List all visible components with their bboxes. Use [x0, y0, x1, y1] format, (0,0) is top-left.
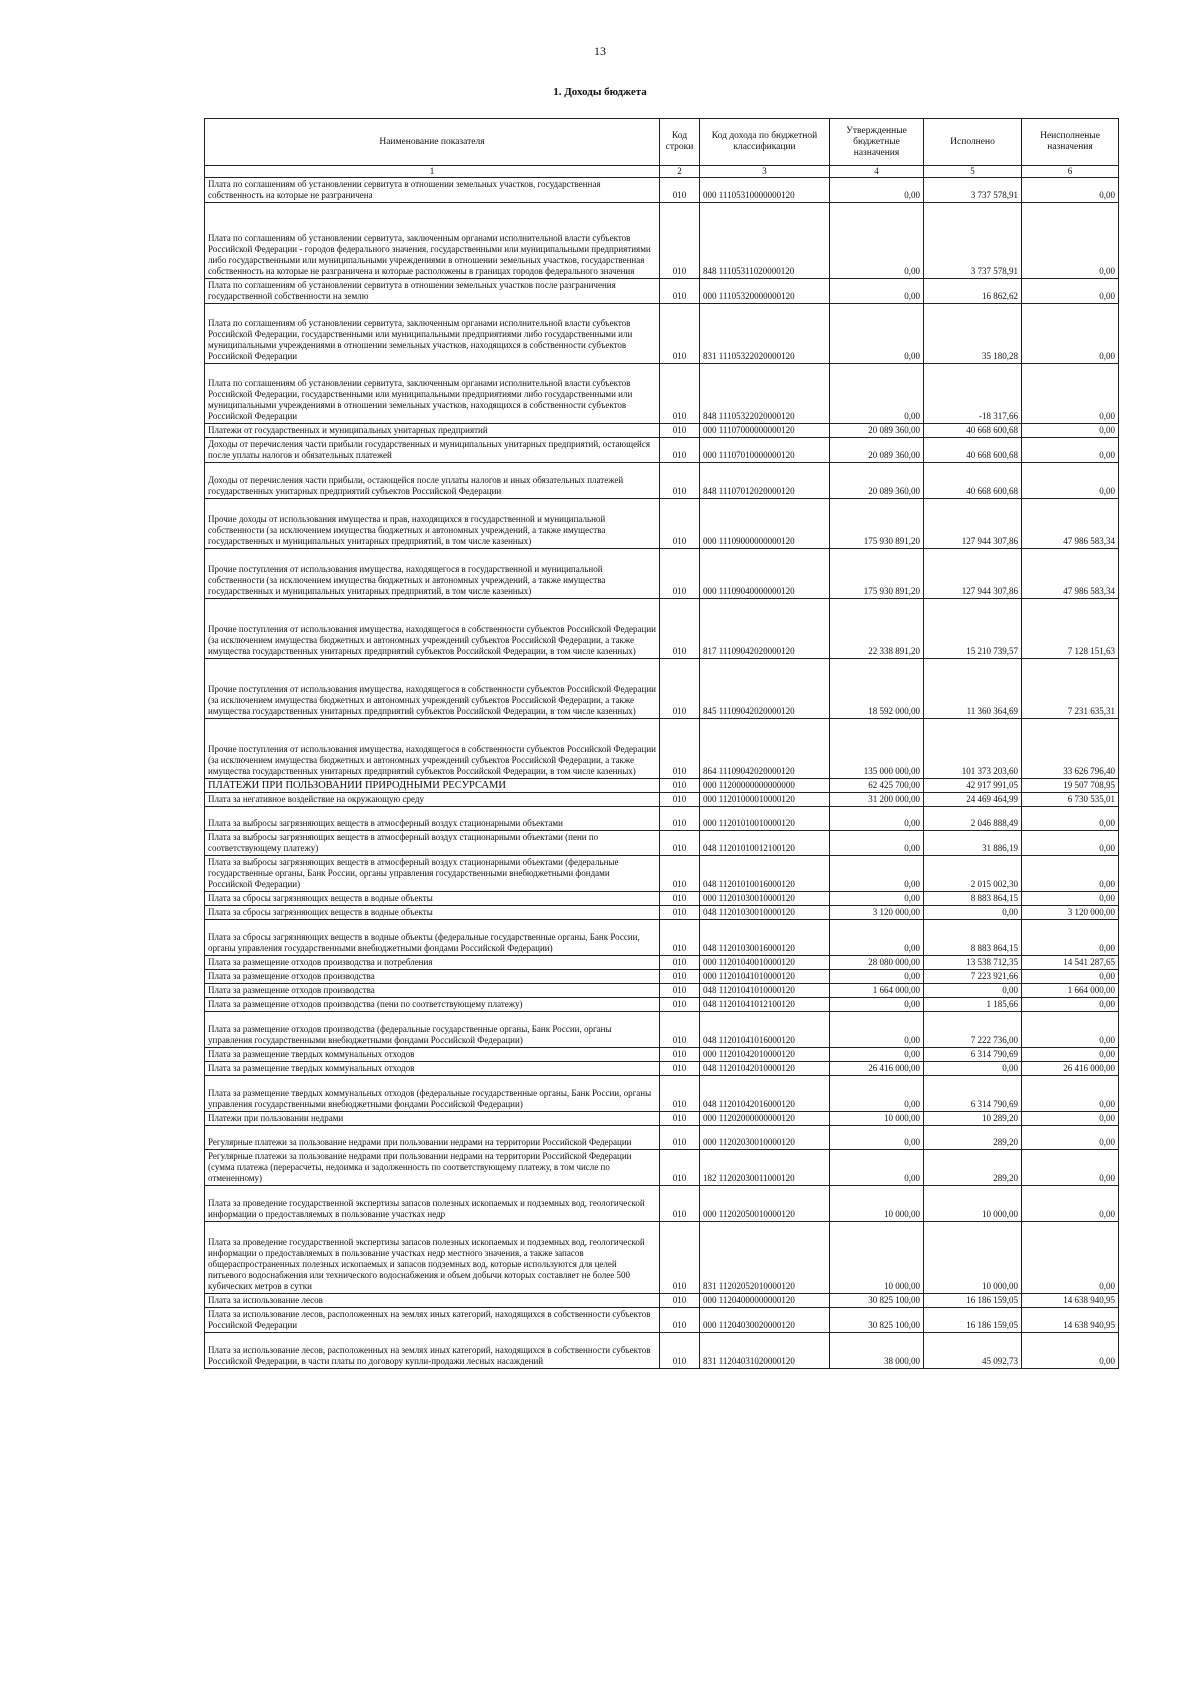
row-executed: 289,20 — [924, 1150, 1022, 1186]
row-unexecuted: 47 986 583,34 — [1022, 549, 1119, 599]
row-unexecuted: 33 626 796,40 — [1022, 719, 1119, 779]
row-approved: 62 425 700,00 — [830, 779, 924, 793]
column-number: 4 — [830, 166, 924, 178]
row-unexecuted: 0,00 — [1022, 203, 1119, 279]
row-approved: 175 930 891,20 — [830, 499, 924, 549]
table-row — [205, 719, 1119, 779]
row-code: 010 — [660, 599, 700, 659]
row-code: 010 — [660, 831, 700, 856]
table-row — [205, 1076, 1119, 1112]
row-kbk: 000 11201030010000120 — [700, 892, 830, 906]
table-row — [205, 203, 1119, 279]
row-executed: -18 317,66 — [924, 364, 1022, 424]
row-approved: 175 930 891,20 — [830, 549, 924, 599]
row-name: Плата по соглашениям об установлении сервитута в отношении земельных участков, государственная собственность на которые не разграничена — [205, 178, 660, 203]
row-approved: 0,00 — [830, 892, 924, 906]
row-code: 010 — [660, 279, 700, 304]
column-number: 3 — [700, 166, 830, 178]
row-code: 010 — [660, 1222, 700, 1294]
row-code: 010 — [660, 793, 700, 807]
row-approved: 10 000,00 — [830, 1186, 924, 1222]
row-kbk: 848 11105311020000120 — [700, 203, 830, 279]
table-row — [205, 779, 1119, 793]
row-unexecuted: 0,00 — [1022, 463, 1119, 499]
row-code: 010 — [660, 984, 700, 998]
row-approved: 0,00 — [830, 1076, 924, 1112]
table-row — [205, 279, 1119, 304]
row-code: 010 — [660, 178, 700, 203]
row-approved: 0,00 — [830, 1126, 924, 1150]
row-code: 010 — [660, 807, 700, 831]
row-unexecuted: 14 638 940,95 — [1022, 1308, 1119, 1333]
table-row — [205, 499, 1119, 549]
column-number: 2 — [660, 166, 700, 178]
column-header-code: Код строки — [660, 119, 700, 166]
row-code: 010 — [660, 304, 700, 364]
row-executed: 10 000,00 — [924, 1186, 1022, 1222]
column-header-kbk: Код дохода по бюджетной классификации — [700, 119, 830, 166]
table-row — [205, 364, 1119, 424]
row-approved: 1 664 000,00 — [830, 984, 924, 998]
row-unexecuted: 7 231 635,31 — [1022, 659, 1119, 719]
row-kbk: 048 11201042016000120 — [700, 1076, 830, 1112]
row-unexecuted: 0,00 — [1022, 892, 1119, 906]
row-executed: 0,00 — [924, 984, 1022, 998]
row-code: 010 — [660, 424, 700, 438]
row-unexecuted: 6 730 535,01 — [1022, 793, 1119, 807]
row-unexecuted: 0,00 — [1022, 304, 1119, 364]
row-kbk: 048 11201041010000120 — [700, 984, 830, 998]
row-name: Прочие поступления от использования имущества, находящегося в собственности субъектов Российской Федерации (за исключением имущества бюджетных и автономных учреждений субъектов Российской Федерации, а также имущества государственных унитарных предприятий субъектов Российской Федерации, в том числе казенных) — [205, 599, 660, 659]
row-code: 010 — [660, 779, 700, 793]
row-approved: 20 089 360,00 — [830, 438, 924, 463]
row-executed: 0,00 — [924, 1062, 1022, 1076]
row-code: 010 — [660, 1333, 700, 1369]
row-kbk: 000 11202050010000120 — [700, 1186, 830, 1222]
row-unexecuted: 0,00 — [1022, 998, 1119, 1012]
row-unexecuted: 14 541 287,65 — [1022, 956, 1119, 970]
row-unexecuted: 0,00 — [1022, 1333, 1119, 1369]
row-code: 010 — [660, 549, 700, 599]
row-approved: 20 089 360,00 — [830, 463, 924, 499]
column-number: 1 — [205, 166, 660, 178]
row-kbk: 182 11202030011000120 — [700, 1150, 830, 1186]
row-name: Плата за размещение отходов производства (пени по соответствующему платежу) — [205, 998, 660, 1012]
row-executed: 15 210 739,57 — [924, 599, 1022, 659]
row-approved: 0,00 — [830, 203, 924, 279]
row-executed: 289,20 — [924, 1126, 1022, 1150]
row-code: 010 — [660, 1076, 700, 1112]
row-unexecuted: 0,00 — [1022, 856, 1119, 892]
row-name: Платежи при пользовании недрами — [205, 1112, 660, 1126]
column-header-executed: Исполнено — [924, 119, 1022, 166]
row-executed: 45 092,73 — [924, 1333, 1022, 1369]
row-kbk: 831 11202052010000120 — [700, 1222, 830, 1294]
column-number: 5 — [924, 166, 1022, 178]
row-approved: 0,00 — [830, 970, 924, 984]
row-unexecuted: 0,00 — [1022, 1150, 1119, 1186]
row-unexecuted: 0,00 — [1022, 831, 1119, 856]
row-unexecuted: 0,00 — [1022, 970, 1119, 984]
row-approved: 3 120 000,00 — [830, 906, 924, 920]
table-row — [205, 831, 1119, 856]
row-approved: 26 416 000,00 — [830, 1062, 924, 1076]
row-approved: 0,00 — [830, 920, 924, 956]
row-code: 010 — [660, 856, 700, 892]
row-executed: 0,00 — [924, 906, 1022, 920]
table-row — [205, 1186, 1119, 1222]
row-name: Прочие доходы от использования имущества и прав, находящихся в государственной и муниципальной собственности (за исключением имущества бюджетных и автономных учреждений, а также имущества государственных и муниципальных унитарных предприятий, в том числе казенных) — [205, 499, 660, 549]
row-executed: 127 944 307,86 — [924, 549, 1022, 599]
table-row — [205, 956, 1119, 970]
row-name: Плата за проведение государственной экспертизы запасов полезных ископаемых и подземных вод, геологической информации о предоставляемых в пользование участках недр — [205, 1186, 660, 1222]
row-executed: 10 000,00 — [924, 1222, 1022, 1294]
row-name: Плата за выбросы загрязняющих веществ в атмосферный воздух стационарными объектами — [205, 807, 660, 831]
row-unexecuted: 19 507 708,95 — [1022, 779, 1119, 793]
row-code: 010 — [660, 1126, 700, 1150]
row-approved: 135 000 000,00 — [830, 719, 924, 779]
row-kbk: 848 11107012020000120 — [700, 463, 830, 499]
table-row — [205, 304, 1119, 364]
row-name: Платежи от государственных и муниципальных унитарных предприятий — [205, 424, 660, 438]
row-name: Плата за проведение государственной экспертизы запасов полезных ископаемых и подземных вод, геологической информации о предоставляемых в пользование участках недр местного значения, а также запасов общераспространенных полезных ископаемых и запасов подземных вод, которые используются для целей питьевого водоснабжения или технического водоснабжения и объем добычи которых составляет не более 500 кубических метров в сутки — [205, 1222, 660, 1294]
row-kbk: 831 11105322020000120 — [700, 304, 830, 364]
table-row — [205, 920, 1119, 956]
row-unexecuted: 0,00 — [1022, 438, 1119, 463]
row-executed: 31 886,19 — [924, 831, 1022, 856]
row-name: Плата за выбросы загрязняющих веществ в атмосферный воздух стационарными объектами (пени по соответствующему платежу) — [205, 831, 660, 856]
row-executed: 42 917 991,05 — [924, 779, 1022, 793]
row-kbk: 817 11109042020000120 — [700, 599, 830, 659]
row-unexecuted: 0,00 — [1022, 279, 1119, 304]
row-executed: 2 015 002,30 — [924, 856, 1022, 892]
table-row — [205, 1222, 1119, 1294]
table-row — [205, 599, 1119, 659]
row-approved: 38 000,00 — [830, 1333, 924, 1369]
column-number-row — [205, 166, 1119, 178]
row-unexecuted: 0,00 — [1022, 1112, 1119, 1126]
row-kbk: 845 11109042020000120 — [700, 659, 830, 719]
table-row — [205, 1062, 1119, 1076]
row-code: 010 — [660, 1012, 700, 1048]
row-kbk: 000 11201010010000120 — [700, 807, 830, 831]
row-unexecuted: 47 986 583,34 — [1022, 499, 1119, 549]
row-code: 010 — [660, 1308, 700, 1333]
table-row — [205, 178, 1119, 203]
row-name: Плата за размещение отходов производства и потребления — [205, 956, 660, 970]
row-code: 010 — [660, 1186, 700, 1222]
header-row — [205, 119, 1119, 166]
row-kbk: 000 11200000000000000 — [700, 779, 830, 793]
row-code: 010 — [660, 906, 700, 920]
row-name: Плата за сбросы загрязняющих веществ в водные объекты — [205, 892, 660, 906]
row-executed: 6 314 790,69 — [924, 1076, 1022, 1112]
row-name: Плата за негативное воздействие на окружающую среду — [205, 793, 660, 807]
row-approved: 18 592 000,00 — [830, 659, 924, 719]
row-executed: 101 373 203,60 — [924, 719, 1022, 779]
row-name: Прочие поступления от использования имущества, находящегося в собственности субъектов Российской Федерации (за исключением имущества бюджетных и автономных учреждений субъектов Российской Федерации, а также имущества государственных унитарных предприятий субъектов Российской Федерации, в том числе казенных) — [205, 719, 660, 779]
row-code: 010 — [660, 438, 700, 463]
row-name: Плата по соглашениям об установлении сервитута, заключенным органами исполнительной власти субъектов Российской Федерации, государственными или муниципальными предприятиями либо государственными или муниципальными учреждениями в отношении земельных участков, находящихся в собственности субъектов Российской Федерации — [205, 304, 660, 364]
row-approved: 0,00 — [830, 304, 924, 364]
row-name: ПЛАТЕЖИ ПРИ ПОЛЬЗОВАНИИ ПРИРОДНЫМИ РЕСУРСАМИ — [205, 779, 660, 793]
row-executed: 16 186 159,05 — [924, 1294, 1022, 1308]
row-code: 010 — [660, 956, 700, 970]
column-header-unexecuted: Неисполненые назначения — [1022, 119, 1119, 166]
row-approved: 22 338 891,20 — [830, 599, 924, 659]
row-approved: 10 000,00 — [830, 1112, 924, 1126]
table-row — [205, 892, 1119, 906]
row-code: 010 — [660, 364, 700, 424]
table-row — [205, 1308, 1119, 1333]
row-kbk: 048 11201042010000120 — [700, 1062, 830, 1076]
row-kbk: 000 11201040010000120 — [700, 956, 830, 970]
row-name: Плата за размещение отходов производства — [205, 984, 660, 998]
row-name: Плата за размещение отходов производства — [205, 970, 660, 984]
row-executed: 3 737 578,91 — [924, 178, 1022, 203]
row-kbk: 000 11105320000000120 — [700, 279, 830, 304]
row-approved: 0,00 — [830, 807, 924, 831]
table-row — [205, 807, 1119, 831]
table-row — [205, 463, 1119, 499]
row-executed: 10 289,20 — [924, 1112, 1022, 1126]
row-name: Плата за использование лесов — [205, 1294, 660, 1308]
row-unexecuted: 0,00 — [1022, 920, 1119, 956]
table-row — [205, 438, 1119, 463]
row-code: 010 — [660, 463, 700, 499]
row-code: 010 — [660, 719, 700, 779]
row-executed: 35 180,28 — [924, 304, 1022, 364]
row-name: Прочие поступления от использования имущества, находящегося в собственности субъектов Российской Федерации (за исключением имущества бюджетных и автономных учреждений субъектов Российской Федерации, а также имущества государственных унитарных предприятий субъектов Российской Федерации, в том числе казенных) — [205, 659, 660, 719]
table-row — [205, 984, 1119, 998]
row-code: 010 — [660, 970, 700, 984]
row-approved: 0,00 — [830, 831, 924, 856]
row-kbk: 000 11204000000000120 — [700, 1294, 830, 1308]
row-approved: 0,00 — [830, 1012, 924, 1048]
row-name: Доходы от перечисления части прибыли, остающейся после уплаты налогов и иных обязательных платежей государственных унитарных предприятий субъектов Российской Федерации — [205, 463, 660, 499]
table-row — [205, 1294, 1119, 1308]
row-kbk: 000 11201041010000120 — [700, 970, 830, 984]
row-executed: 40 668 600,68 — [924, 438, 1022, 463]
row-approved: 20 089 360,00 — [830, 424, 924, 438]
row-executed: 7 223 921,66 — [924, 970, 1022, 984]
row-name: Плата за сбросы загрязняющих веществ в водные объекты — [205, 906, 660, 920]
table-row — [205, 1150, 1119, 1186]
column-header-approved: Утвержденные бюджетные назначения — [830, 119, 924, 166]
row-executed: 8 883 864,15 — [924, 920, 1022, 956]
row-kbk: 048 11201010016000120 — [700, 856, 830, 892]
table-row — [205, 1048, 1119, 1062]
row-name: Регулярные платежи за пользование недрами при пользовании недрами на территории Российской Федерации (сумма платежа (перерасчеты, недоимка и задолженность по соответствующему платежу, в том числе по отмененному) — [205, 1150, 660, 1186]
row-approved: 10 000,00 — [830, 1222, 924, 1294]
row-name: Плата за использование лесов, расположенных на землях иных категорий, находящихся в собственности субъектов Российской Федерации — [205, 1308, 660, 1333]
row-kbk: 000 11204030020000120 — [700, 1308, 830, 1333]
row-kbk: 000 11109000000000120 — [700, 499, 830, 549]
row-unexecuted: 1 664 000,00 — [1022, 984, 1119, 998]
page-title: 1. Доходы бюджета — [553, 86, 647, 98]
row-kbk: 000 11109040000000120 — [700, 549, 830, 599]
table-row — [205, 793, 1119, 807]
row-kbk: 048 11201010012100120 — [700, 831, 830, 856]
row-unexecuted: 0,00 — [1022, 807, 1119, 831]
row-code: 010 — [660, 998, 700, 1012]
row-executed: 16 862,62 — [924, 279, 1022, 304]
row-unexecuted: 7 128 151,63 — [1022, 599, 1119, 659]
table-row — [205, 424, 1119, 438]
row-approved: 28 080 000,00 — [830, 956, 924, 970]
row-unexecuted: 26 416 000,00 — [1022, 1062, 1119, 1076]
row-unexecuted: 0,00 — [1022, 1222, 1119, 1294]
row-executed: 40 668 600,68 — [924, 424, 1022, 438]
row-name: Плата по соглашениям об установлении сервитута, заключенным органами исполнительной власти субъектов Российской Федерации, государственными или муниципальными предприятиями либо государственными или муниципальными учреждениями в отношении земельных участков, находящихся в собственности субъектов Российской Федерации — [205, 364, 660, 424]
table-row — [205, 906, 1119, 920]
row-kbk: 831 11204031020000120 — [700, 1333, 830, 1369]
row-executed: 2 046 888,49 — [924, 807, 1022, 831]
row-name: Плата за выбросы загрязняющих веществ в атмосферный воздух стационарными объектами (федеральные государственные органы, Банк России, органы управления государственными внебюджетными фондами Российской Федерации) — [205, 856, 660, 892]
row-executed: 1 185,66 — [924, 998, 1022, 1012]
row-kbk: 000 11201000010000120 — [700, 793, 830, 807]
table-row — [205, 549, 1119, 599]
row-kbk: 000 11105310000000120 — [700, 178, 830, 203]
row-unexecuted: 0,00 — [1022, 1076, 1119, 1112]
row-executed: 13 538 712,35 — [924, 956, 1022, 970]
row-kbk: 864 11109042020000120 — [700, 719, 830, 779]
row-kbk: 848 11105322020000120 — [700, 364, 830, 424]
row-name: Плата за сбросы загрязняющих веществ в водные объекты (федеральные государственные органы, Банк России, органы управления государственными внебюджетными фондами Российской Федерации) — [205, 920, 660, 956]
table-row — [205, 1126, 1119, 1150]
column-header-name: Наименование показателя — [205, 119, 660, 166]
row-unexecuted: 0,00 — [1022, 424, 1119, 438]
row-code: 010 — [660, 920, 700, 956]
table-row — [205, 659, 1119, 719]
row-code: 010 — [660, 1048, 700, 1062]
row-kbk: 048 11201041016000120 — [700, 1012, 830, 1048]
row-approved: 0,00 — [830, 178, 924, 203]
row-kbk: 000 11202000000000120 — [700, 1112, 830, 1126]
column-number: 6 — [1022, 166, 1119, 178]
row-code: 010 — [660, 1294, 700, 1308]
row-unexecuted: 3 120 000,00 — [1022, 906, 1119, 920]
row-name: Прочие поступления от использования имущества, находящегося в государственной и муниципальной собственности (за исключением имущества бюджетных и автономных учреждений, а также имущества государственных и муниципальных унитарных предприятий, в том числе казенных) — [205, 549, 660, 599]
row-approved: 0,00 — [830, 279, 924, 304]
row-approved: 0,00 — [830, 364, 924, 424]
row-executed: 16 186 159,05 — [924, 1308, 1022, 1333]
row-unexecuted: 14 638 940,95 — [1022, 1294, 1119, 1308]
row-name: Плата за размещение твердых коммунальных отходов — [205, 1062, 660, 1076]
row-executed: 3 737 578,91 — [924, 203, 1022, 279]
table-body — [205, 178, 1119, 1369]
table-row — [205, 970, 1119, 984]
row-kbk: 000 11201042010000120 — [700, 1048, 830, 1062]
row-executed: 24 469 464,99 — [924, 793, 1022, 807]
row-unexecuted: 0,00 — [1022, 1048, 1119, 1062]
row-code: 010 — [660, 203, 700, 279]
row-executed: 127 944 307,86 — [924, 499, 1022, 549]
page-number: 13 — [594, 44, 606, 58]
row-executed: 8 883 864,15 — [924, 892, 1022, 906]
row-kbk: 048 11201030010000120 — [700, 906, 830, 920]
row-approved: 0,00 — [830, 856, 924, 892]
row-approved: 0,00 — [830, 1150, 924, 1186]
row-kbk: 000 11107010000000120 — [700, 438, 830, 463]
table-row — [205, 1333, 1119, 1369]
row-name: Плата по соглашениям об установлении сервитута в отношении земельных участков после разграничения государственной собственности на землю — [205, 279, 660, 304]
row-name: Плата за размещение твердых коммунальных отходов — [205, 1048, 660, 1062]
row-code: 010 — [660, 1062, 700, 1076]
row-kbk: 048 11201030016000120 — [700, 920, 830, 956]
income-table — [204, 118, 1119, 1369]
row-name: Плата за размещение отходов производства (федеральные государственные органы, Банк России, органы управления государственными внебюджетными фондами Российской Федерации) — [205, 1012, 660, 1048]
row-unexecuted: 0,00 — [1022, 364, 1119, 424]
row-name: Плата за использование лесов, расположенных на землях иных категорий, находящихся в собственности субъектов Российской Федерации, в части платы по договору купли-продажи лесных насаждений — [205, 1333, 660, 1369]
row-name: Плата за размещение твердых коммунальных отходов (федеральные государственные органы, Банк России, органы управления государственными внебюджетными фондами Российской Федерации) — [205, 1076, 660, 1112]
row-code: 010 — [660, 499, 700, 549]
row-approved: 30 825 100,00 — [830, 1308, 924, 1333]
table-row — [205, 998, 1119, 1012]
row-code: 010 — [660, 892, 700, 906]
row-name: Регулярные платежи за пользование недрами при пользовании недрами на территории Российской Федерации — [205, 1126, 660, 1150]
row-name: Доходы от перечисления части прибыли государственных и муниципальных унитарных предприятий, остающейся после уплаты налогов и обязательных платежей — [205, 438, 660, 463]
row-unexecuted: 0,00 — [1022, 1186, 1119, 1222]
row-approved: 30 825 100,00 — [830, 1294, 924, 1308]
row-kbk: 000 11107000000000120 — [700, 424, 830, 438]
row-approved: 0,00 — [830, 998, 924, 1012]
row-code: 010 — [660, 1112, 700, 1126]
row-executed: 40 668 600,68 — [924, 463, 1022, 499]
row-kbk: 000 11202030010000120 — [700, 1126, 830, 1150]
row-kbk: 048 11201041012100120 — [700, 998, 830, 1012]
row-executed: 6 314 790,69 — [924, 1048, 1022, 1062]
row-code: 010 — [660, 1150, 700, 1186]
row-name: Плата по соглашениям об установлении сервитута, заключенным органами исполнительной власти субъектов Российской Федерации - городов федерального значения, государственными или муниципальными предприятиями либо государственными или муниципальными учреждениями в отношении земельных участков, государственная собственность на которые не разграничена и которые расположены в границах городов федерального значения — [205, 203, 660, 279]
row-unexecuted: 0,00 — [1022, 1126, 1119, 1150]
row-executed: 7 222 736,00 — [924, 1012, 1022, 1048]
row-approved: 31 200 000,00 — [830, 793, 924, 807]
row-approved: 0,00 — [830, 1048, 924, 1062]
table-row — [205, 856, 1119, 892]
table-row — [205, 1112, 1119, 1126]
row-executed: 11 360 364,69 — [924, 659, 1022, 719]
row-unexecuted: 0,00 — [1022, 1012, 1119, 1048]
table-row — [205, 1012, 1119, 1048]
row-code: 010 — [660, 659, 700, 719]
row-unexecuted: 0,00 — [1022, 178, 1119, 203]
